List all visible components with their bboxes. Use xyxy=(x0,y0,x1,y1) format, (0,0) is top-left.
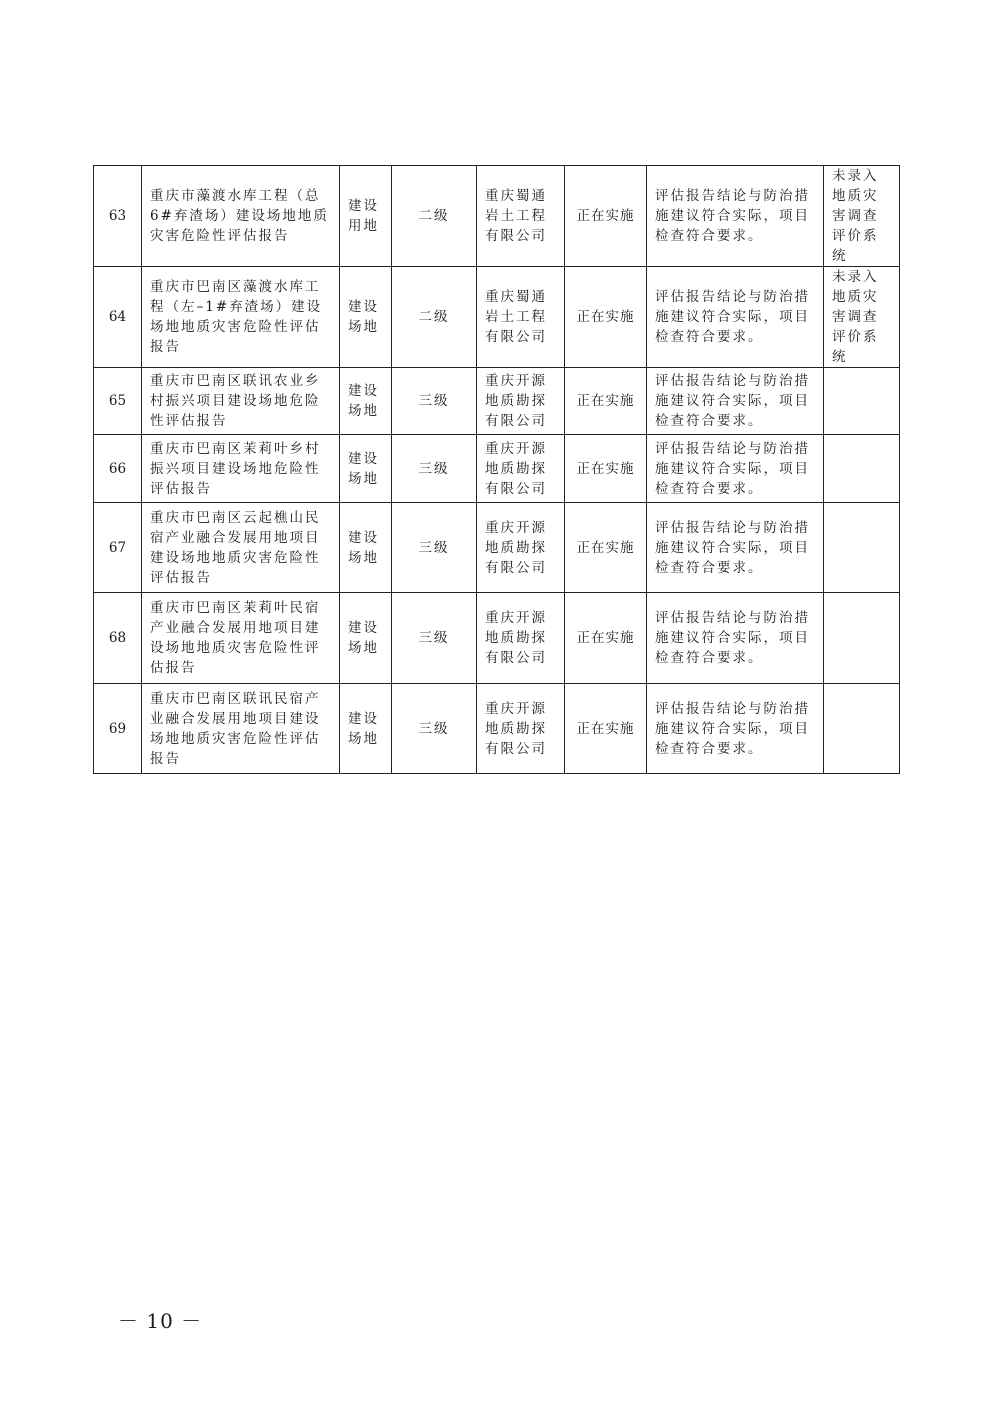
row-number-cell: 67 xyxy=(94,503,142,593)
inspection-conclusion-cell: 评估报告结论与防治措施建议符合实际，项目检查符合要求。 xyxy=(647,166,824,267)
assessment-level-cell: 三级 xyxy=(392,684,477,774)
inspection-conclusion-cell: 评估报告结论与防治措施建议符合实际，项目检查符合要求。 xyxy=(647,267,824,368)
table-row xyxy=(94,503,900,593)
land-type-cell: 建设场地 xyxy=(340,267,392,368)
assessment-level-cell: 二级 xyxy=(392,267,477,368)
land-type-cell: 建设场地 xyxy=(340,503,392,593)
assessment-level-cell: 三级 xyxy=(392,435,477,503)
project-name-cell: 重庆市藻渡水库工程（总 6#弃渣场）建设场地地质灾害危险性评估报告 xyxy=(142,166,340,267)
land-type-cell: 建设场地 xyxy=(340,435,392,503)
project-status-cell: 正在实施 xyxy=(565,593,647,684)
project-status-cell: 正在实施 xyxy=(565,684,647,774)
inspection-conclusion-cell: 评估报告结论与防治措施建议符合实际，项目检查符合要求。 xyxy=(647,684,824,774)
row-number-cell: 66 xyxy=(94,435,142,503)
assessment-organization-cell: 重庆蜀通岩土工程有限公司 xyxy=(477,267,565,368)
land-type-cell: 建设场地 xyxy=(340,684,392,774)
assessment-organization-cell: 重庆开源地质勘探有限公司 xyxy=(477,503,565,593)
row-number-cell: 69 xyxy=(94,684,142,774)
inspection-conclusion-cell: 评估报告结论与防治措施建议符合实际，项目检查符合要求。 xyxy=(647,435,824,503)
inspection-conclusion-cell: 评估报告结论与防治措施建议符合实际，项目检查符合要求。 xyxy=(647,503,824,593)
project-status-cell: 正在实施 xyxy=(565,166,647,267)
project-name-cell: 重庆市巴南区云起樵山民宿产业融合发展用地项目建设场地地质灾害危险性评估报告 xyxy=(142,503,340,593)
table-row xyxy=(94,435,900,503)
project-name-cell: 重庆市巴南区茉莉叶民宿产业融合发展用地项目建设场地地质灾害危险性评估报告 xyxy=(142,593,340,684)
row-number-cell: 64 xyxy=(94,267,142,368)
land-type-cell: 建设用地 xyxy=(340,166,392,267)
table-row xyxy=(94,267,900,368)
table-row xyxy=(94,684,900,774)
row-number-cell: 65 xyxy=(94,368,142,435)
project-name-cell: 重庆市巴南区茉莉叶乡村振兴项目建设场地危险性评估报告 xyxy=(142,435,340,503)
assessment-level-cell: 二级 xyxy=(392,166,477,267)
assessment-level-cell: 三级 xyxy=(392,368,477,435)
project-status-cell: 正在实施 xyxy=(565,503,647,593)
remark-cell: 未录入地质灾害调查评价系统 xyxy=(824,166,900,267)
land-type-cell: 建设场地 xyxy=(340,368,392,435)
inspection-conclusion-cell: 评估报告结论与防治措施建议符合实际，项目检查符合要求。 xyxy=(647,593,824,684)
assessment-organization-cell: 重庆开源地质勘探有限公司 xyxy=(477,368,565,435)
remark-cell xyxy=(824,593,900,684)
project-name-cell: 重庆市巴南区联讯民宿产业融合发展用地项目建设场地地质灾害危险性评估报告 xyxy=(142,684,340,774)
assessment-level-cell: 三级 xyxy=(392,593,477,684)
row-number-cell: 63 xyxy=(94,166,142,267)
project-status-cell: 正在实施 xyxy=(565,368,647,435)
project-name-cell: 重庆市巴南区藻渡水库工程（左–1#弃渣场）建设场地地质灾害危险性评估报告 xyxy=(142,267,340,368)
remark-cell: 未录入地质灾害调查评价系统 xyxy=(824,267,900,368)
land-type-cell: 建设场地 xyxy=(340,593,392,684)
project-status-cell: 正在实施 xyxy=(565,435,647,503)
assessment-organization-cell: 重庆蜀通岩土工程有限公司 xyxy=(477,166,565,267)
assessment-organization-cell: 重庆开源地质勘探有限公司 xyxy=(477,684,565,774)
remark-cell xyxy=(824,368,900,435)
assessment-organization-cell: 重庆开源地质勘探有限公司 xyxy=(477,593,565,684)
inspection-conclusion-cell: 评估报告结论与防治措施建议符合实际，项目检查符合要求。 xyxy=(647,368,824,435)
table-row xyxy=(94,593,900,684)
assessment-organization-cell: 重庆开源地质勘探有限公司 xyxy=(477,435,565,503)
assessment-level-cell: 三级 xyxy=(392,503,477,593)
remark-cell xyxy=(824,503,900,593)
row-number-cell: 68 xyxy=(94,593,142,684)
table-row xyxy=(94,166,900,267)
project-name-cell: 重庆市巴南区联讯农业乡村振兴项目建设场地危险性评估报告 xyxy=(142,368,340,435)
remark-cell xyxy=(824,684,900,774)
project-status-cell: 正在实施 xyxy=(565,267,647,368)
page-number: － 10 － xyxy=(118,1309,203,1333)
table-row xyxy=(94,368,900,435)
assessment-report-table xyxy=(93,165,900,774)
table-body xyxy=(94,166,900,774)
remark-cell xyxy=(824,435,900,503)
